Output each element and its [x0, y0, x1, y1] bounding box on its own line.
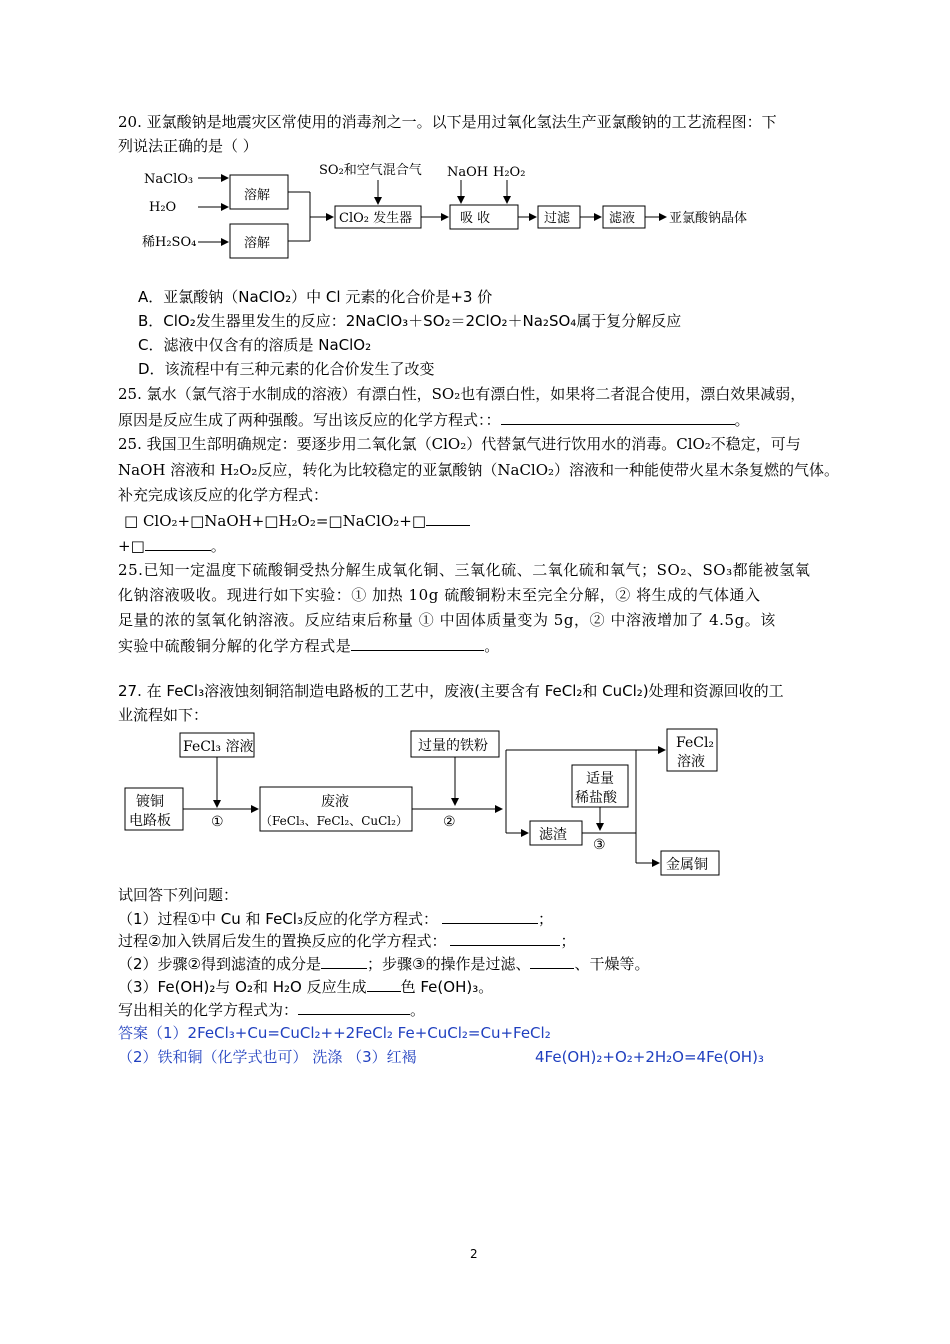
q27-q1: （1）过程①中 Cu 和 FeCl₃反应的化学方程式：: [118, 910, 438, 928]
q25b-blank-1[interactable]: [426, 510, 470, 526]
q27-intro: 试回答下列问题：: [118, 886, 239, 904]
flow-top-gas: SO₂和空气混合气: [319, 163, 422, 178]
q25a-line1: 25. 氯水（氯气溶于水制成的溶液）有漂白性，SO₂也有漂白性，如果将二者混合使用，漂白效果减弱，: [118, 385, 806, 403]
flow-dissolve-2: 溶解: [244, 236, 271, 251]
flow2-fecl2-a: FeCl₂: [676, 735, 715, 751]
flow2-fecl2-b: 溶液: [677, 754, 705, 770]
q25a-line2: 原因是反应生成了两种强酸。写出该反应的化学方程式：：: [118, 411, 501, 429]
q25b-eq1: □ ClO₂+□NaOH+□H₂O₂=□NaClO₂+□: [124, 512, 426, 530]
q27-answer-2a: （2）铁和铜（化学式也可） 洗涤 （3）红褐: [118, 1048, 417, 1066]
page-number: 2: [470, 1247, 478, 1261]
flow-input-naclo3: NaClO₃: [144, 172, 194, 187]
q27-line1: 27. 在 FeCl₃溶液蚀刻铜箔制造电路板的工艺中，废液(主要含有 FeCl₂和 CuCl₂)处理和资源回收的工: [118, 682, 784, 700]
flow-filter: 过滤: [544, 211, 571, 226]
q27-q1b-row: [118, 930, 575, 951]
flow2-fecl3: FeCl₃ 溶液: [183, 739, 254, 755]
flow2-step-2: ②: [443, 814, 456, 830]
flow2-board-1: 镀铜: [136, 794, 164, 810]
flow2-copper: 金属铜: [666, 857, 708, 873]
flow-reagent-h2o2: H₂O₂: [493, 165, 526, 180]
q27-q1b: 过程②加入铁屑后发生的置换反应的化学方程式：: [118, 932, 447, 950]
flow2-board-2: 电路板: [129, 813, 171, 829]
q27-q3c: 写出相关的化学方程式为：: [118, 1001, 299, 1019]
flow-generator: ClO₂ 发生器: [339, 211, 413, 226]
q25b-eq2-prefix: +□: [118, 537, 145, 555]
q27-q3c-end: 。: [410, 1001, 426, 1019]
q25c-end: 。: [484, 637, 500, 655]
q25c-answer-blank[interactable]: [351, 635, 484, 651]
flow-input-h2o: H₂O: [149, 200, 177, 215]
q27-q2-row: [118, 953, 649, 974]
q27-q2-blank-2[interactable]: [530, 953, 574, 969]
flow2-acid-1: 适量: [586, 771, 614, 787]
flow-product: 亚氯酸钠晶体: [669, 211, 748, 226]
flow2-iron: 过量的铁粉: [418, 738, 488, 754]
q27-q2a: （2）步骤②得到滤渣的成分是: [118, 955, 321, 973]
q27-flow-diagram: [120, 725, 740, 880]
q25c-line4: 实验中硫酸铜分解的化学方程式是: [118, 637, 352, 655]
q27-q1b-blank[interactable]: [450, 930, 560, 946]
q20-stem-line1: 20. 亚氯酸钠是地震灾区常使用的消毒剂之一。以下是用过氧化氢法生产亚氯酸钠的工艺流程图：下: [118, 113, 777, 131]
q27-q2-blank-1[interactable]: [321, 953, 367, 969]
flow2-residue: 滤渣: [539, 827, 567, 843]
q27-line2: 业流程如下：: [118, 706, 209, 724]
q27-q3b: 色 Fe(OH)₃。: [400, 978, 494, 996]
q25b-eq2-end: 。: [210, 537, 226, 555]
q27-answer-1: 答案（1）2FeCl₃+Cu=CuCl₂++2FeCl₂ Fe+CuCl₂=Cu+FeCl₂: [118, 1024, 551, 1042]
q25c-line4-row: [118, 635, 500, 656]
q27-q1-blank[interactable]: [442, 908, 538, 924]
q27-q1b-end: ；: [560, 932, 576, 950]
flow-dissolve-1: 溶解: [244, 188, 271, 203]
q25c-line3: 足量的浓的氢氧化钠溶液。反应结束后称量 ① 中固体质量变为 5g，② 中溶液增加了 4.5g。该: [118, 611, 776, 629]
q25b-eq2-row: [118, 535, 226, 556]
q27-q2c: 、干燥等。: [574, 955, 650, 973]
flow2-waste-2: （FeCl₃、FeCl₂、CuCl₂）: [260, 814, 408, 828]
q25b-line1: 25. 我国卫生部明确规定：要逐步用二氧化氯（ClO₂）代替氯气进行饮用水的消毒。ClO₂不稳定，可与: [118, 435, 801, 453]
q25b-eq1-row: [124, 510, 470, 531]
q25b-blank-2[interactable]: [145, 535, 211, 551]
flow-absorb: 吸 收: [460, 211, 491, 226]
q25c-line2: 化钠溶液吸收。现进行如下实验：① 加热 10g 硫酸铜粉末至完全分解，② 将生成的气体通入: [118, 586, 761, 604]
flow2-waste-1: 废液: [321, 794, 349, 810]
q27-q1-row: [118, 908, 553, 929]
q27-q3a: （3）Fe(OH)₂与 O₂和 H₂O 反应生成: [118, 978, 367, 996]
q27-q3-blank[interactable]: [367, 976, 401, 992]
q27-q3c-blank[interactable]: [298, 999, 410, 1015]
q25a-answer-blank[interactable]: [501, 409, 735, 425]
q20-flow-diagram: [120, 158, 820, 268]
flow2-step-3: ③: [593, 837, 606, 853]
q27-answer-2b: 4Fe(OH)₂+O₂+2H₂O=4Fe(OH)₃: [535, 1048, 764, 1066]
q27-q1-end: ；: [537, 910, 553, 928]
q25b-line2: NaOH 溶液和 H₂O₂反应，转化为比较稳定的亚氯酸钠（NaClO₂）溶液和一种能使带火星木条复燃的气体。: [118, 461, 840, 479]
q25a-line2-row: [118, 409, 750, 430]
flow-input-h2so4: 稀H₂SO₄: [142, 235, 197, 250]
q20-option-d: D．该流程中有三种元素的化合价发生了改变: [138, 360, 435, 378]
q27-q3-row: [118, 976, 493, 997]
q25a-end: 。: [734, 411, 750, 429]
q27-q2b: ；步骤③的操作是过滤、: [367, 955, 531, 973]
flow-reagent-naoh: NaOH: [447, 165, 489, 180]
q20-option-a: A．亚氯酸钠（NaClO₂）中 Cl 元素的化合价是+3 价: [138, 288, 493, 306]
flow-filtrate: 滤液: [609, 211, 636, 226]
flow2-step-1: ①: [211, 814, 224, 830]
q27-q3c-row: [118, 999, 425, 1020]
q20-stem-line2: 列说法正确的是（ ）: [118, 137, 258, 155]
q25c-line1: 25.已知一定温度下硫酸铜受热分解生成氧化铜、三氧化硫、二氧化硫和氧气；SO₂、SO₃都能被氢氧: [118, 561, 811, 579]
flow2-acid-2: 稀盐酸: [575, 790, 617, 806]
q20-option-b: B．ClO₂发生器里发生的反应：2NaClO₃＋SO₂＝2ClO₂＋Na₂SO₄属于复分解反应: [138, 312, 682, 330]
q25b-line3: 补充完成该反应的化学方程式：: [118, 486, 329, 504]
q20-option-c: C．滤液中仅含有的溶质是 NaClO₂: [138, 336, 372, 354]
